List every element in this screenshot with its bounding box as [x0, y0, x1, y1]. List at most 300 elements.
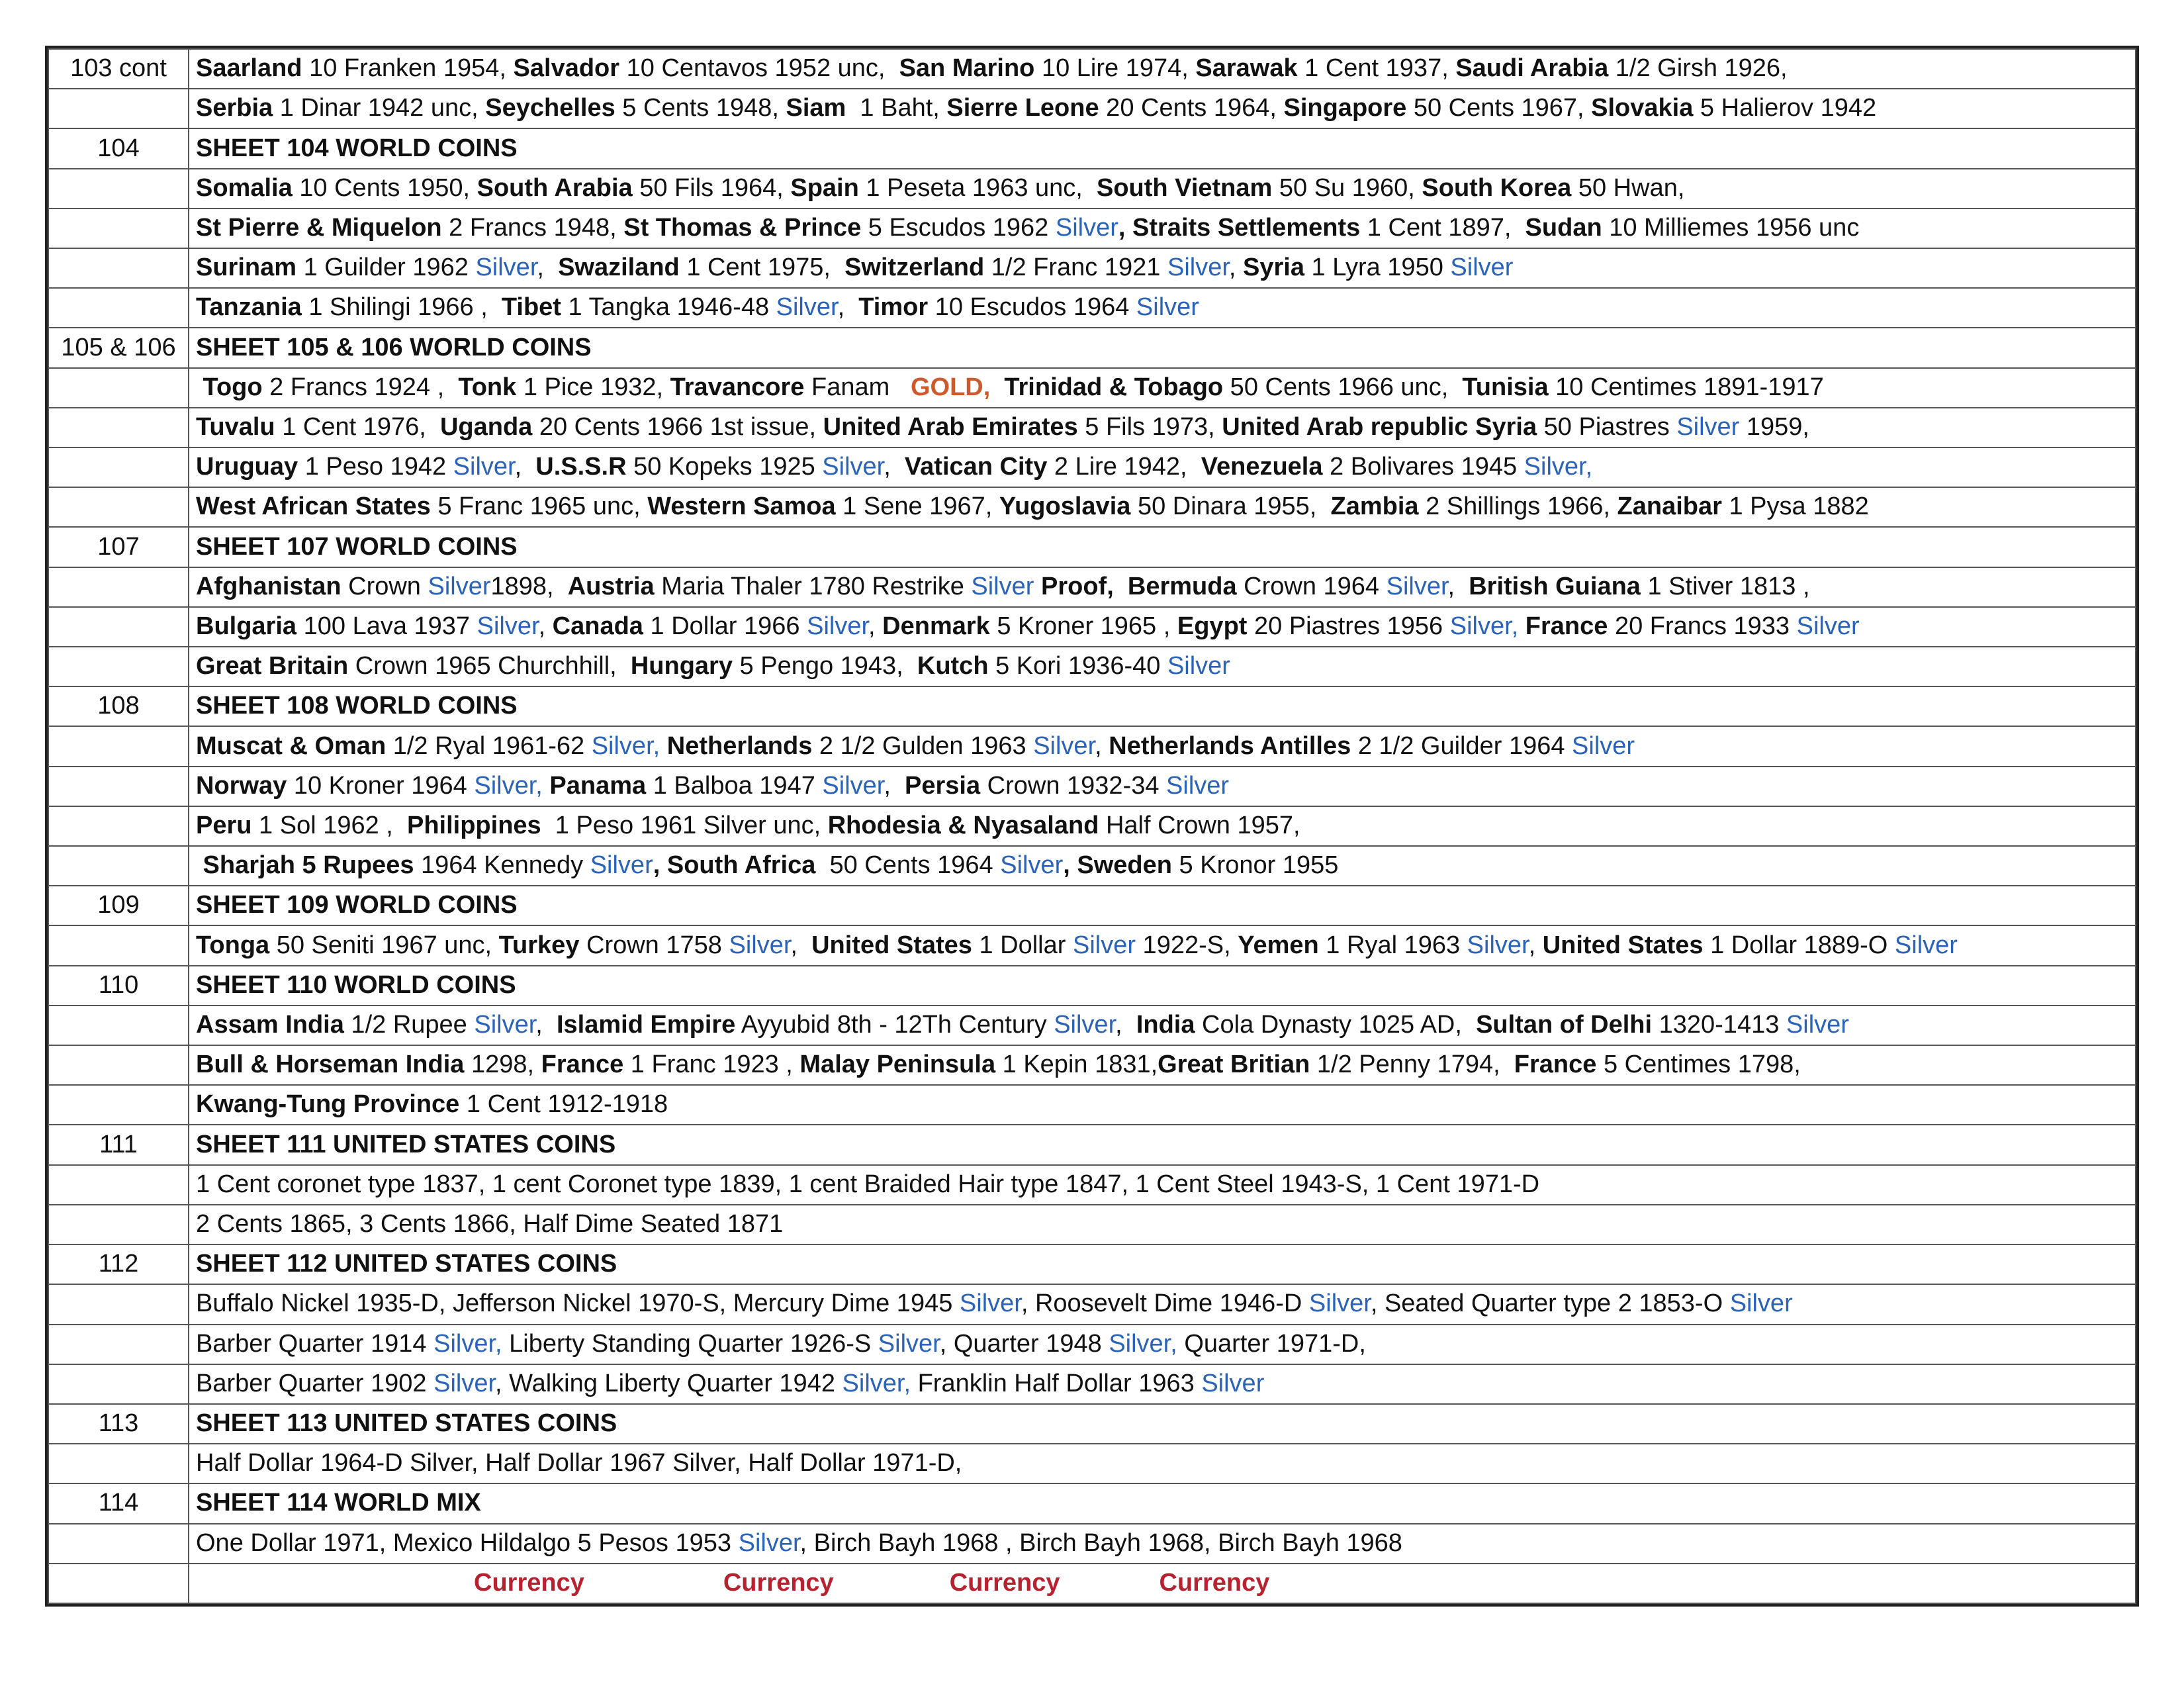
description-text: 50 Fils 1964, [632, 173, 791, 202]
coin-listing-table [48, 48, 2136, 1604]
description-text: Liberty Standing Quarter 1926-S [502, 1329, 878, 1358]
listing-row [48, 846, 2136, 886]
description-text: 2 Francs 1924 , [262, 373, 459, 401]
description-text: , [1115, 1011, 1136, 1039]
description-text: 50 Cents 1966 unc, [1223, 373, 1463, 401]
sheet-title: SHEET 107 WORLD COINS [189, 527, 2136, 567]
country-name: , [1118, 213, 1133, 242]
sheet-number-cell [48, 248, 189, 288]
silver-label: Silver [1167, 652, 1230, 680]
description-text: 2 1/2 Gulden 1963 [812, 731, 1034, 760]
description-text: , Quarter 1948 [939, 1329, 1109, 1358]
sheet-header-row [48, 128, 2136, 168]
country-name: Assam India [196, 1011, 344, 1039]
sheet-number-cell: 111 [48, 1125, 189, 1164]
silver-label: Silver, [591, 731, 660, 760]
listing-row [48, 1444, 2136, 1483]
description-text: , [1228, 254, 1244, 282]
description-text: 5 Escudos 1962 [861, 213, 1056, 242]
sheet-header-row [48, 1244, 2136, 1284]
sheet-title: SHEET 114 WORLD MIX [189, 1483, 2136, 1523]
coin-description [189, 248, 2136, 288]
description-text: , Seated Quarter type 2 1853-O [1370, 1289, 1730, 1318]
description-text: 5 Franc 1965 unc, [430, 492, 648, 521]
coin-description [189, 447, 2136, 487]
country-name: Great Britian [1158, 1051, 1310, 1079]
country-name: Togo [196, 373, 263, 401]
country-name: Proof, [1034, 572, 1114, 600]
description-text: , [538, 612, 553, 640]
sheet-header-row [48, 1483, 2136, 1523]
silver-label: Silver [1033, 731, 1095, 760]
description-text: 5 Centimes 1798, [1596, 1051, 1801, 1079]
description-text: 10 Escudos 1964 [928, 293, 1136, 322]
silver-label: Silver [1729, 1289, 1793, 1318]
sheet-number-cell [48, 1284, 189, 1324]
sheet-number-cell: 104 [48, 128, 189, 168]
silver-label: Silver [1201, 1369, 1265, 1397]
description-text: 1/2 Girsh 1926, [1608, 54, 1788, 83]
country-name: Tuvalu [196, 412, 275, 441]
listing-row [48, 487, 2136, 527]
country-name: Saudi Arabia [1455, 54, 1609, 83]
listing-row [48, 89, 2136, 128]
coin-description [189, 209, 2136, 248]
sheet-number-cell [48, 1165, 189, 1205]
description-text: Crown 1965 Churchhill, [348, 652, 631, 680]
description-text: , [1447, 572, 1469, 600]
country-name: Tibet [501, 293, 561, 322]
listing-row [48, 248, 2136, 288]
listing-row [48, 1085, 2136, 1125]
coin-description [189, 1205, 2136, 1244]
silver-label: Silver [971, 572, 1034, 600]
description-text: Ayyubid 8th - 12Th Century [735, 1011, 1054, 1039]
country-name: Saarland [196, 54, 302, 83]
listing-row [48, 368, 2136, 408]
description-text: , [514, 453, 536, 481]
description-text: 1320-1413 [1652, 1011, 1786, 1039]
sheet-number-cell [48, 1364, 189, 1404]
country-name: Sweden [1077, 851, 1172, 880]
sheet-number-cell [48, 607, 189, 647]
sheet-title: SHEET 104 WORLD COINS [189, 128, 2136, 168]
description-text: 50 Dinara 1955, [1130, 492, 1331, 521]
country-name: Siam [786, 94, 846, 122]
sheet-number-cell: 114 [48, 1483, 189, 1523]
country-name: Persia [905, 771, 981, 800]
description-text: 1 Peso 1961 Silver unc, [541, 812, 828, 840]
silver-label: Silver [1676, 412, 1740, 441]
listing-row [48, 209, 2136, 248]
silver-label: Silver, [474, 771, 543, 800]
coin-description [189, 1006, 2136, 1045]
description-text: 20 Francs 1933 [1608, 612, 1797, 640]
description-text: , Roosevelt Dime 1946-D [1021, 1289, 1309, 1318]
description-text: 1/2 Penny 1794, [1310, 1051, 1514, 1079]
sheet-number-cell [48, 1205, 189, 1244]
country-name: Western Samoa [647, 492, 836, 521]
listing-row [48, 1524, 2136, 1564]
description-text: 50 Kopeks 1925 [626, 453, 823, 481]
country-name: Uganda [439, 412, 533, 441]
description-text: , Walking Liberty Quarter 1942 [495, 1369, 842, 1397]
listing-row [48, 925, 2136, 965]
coin-description [189, 1045, 2136, 1085]
listing-row [48, 288, 2136, 328]
country-name: Spain [790, 173, 859, 202]
silver-label: Silver [1166, 771, 1230, 800]
silver-label: Silver [433, 1369, 496, 1397]
sheet-number-cell: 109 [48, 886, 189, 925]
listing-row [48, 726, 2136, 766]
listing-row [48, 169, 2136, 209]
coin-description [189, 487, 2136, 527]
country-name: Hungary [630, 652, 733, 680]
coin-description [189, 1165, 2136, 1205]
description-text: 1 Peseta 1963 unc, [858, 173, 1097, 202]
description-text: 1 Dollar [972, 931, 1073, 959]
coin-description [189, 647, 2136, 686]
description-text: 50 Piastres [1537, 412, 1677, 441]
description-text: 50 Cents 1964 [815, 851, 1001, 880]
sheet-number-cell [48, 209, 189, 248]
description-text: 2 Bolivares 1945 [1322, 453, 1524, 481]
silver-label: Silver [807, 612, 869, 640]
country-name: Sultan of Delhi [1476, 1011, 1653, 1039]
description-text: 1 Stiver 1813 , [1640, 572, 1810, 600]
sheet-number-cell [48, 1564, 189, 1603]
description-text: Fanam [804, 373, 911, 401]
country-name: South Arabia [477, 173, 633, 202]
country-name: United States [811, 931, 972, 959]
description-text: 1 Pysa 1882 [1721, 492, 1869, 521]
gold-label: GOLD, [910, 373, 991, 401]
description-text: , Birch Bayh 1968 , Birch Bayh 1968, Birch Bayh 1968 [799, 1528, 1402, 1557]
description-text: , [884, 453, 905, 481]
sheet-title: SHEET 113 UNITED STATES COINS [189, 1404, 2136, 1444]
description-text: 1 Franc 1923 , [623, 1051, 800, 1079]
country-name: Norway [196, 771, 287, 800]
country-name: U.S.S.R [535, 453, 627, 481]
sheet-header-row [48, 1125, 2136, 1164]
sheet-number-cell: 105 & 106 [48, 328, 189, 367]
listing-row [48, 1364, 2136, 1404]
description-text: Crown 1758 [579, 931, 729, 959]
country-name: Tanzania [196, 293, 302, 322]
currency-label: Currency [474, 1568, 584, 1597]
country-name: South Korea [1422, 173, 1572, 202]
country-name: Zambia [1330, 492, 1419, 521]
currency-label: Currency [723, 1568, 834, 1597]
country-name: Timor [858, 293, 929, 322]
country-name: United Arab Emirates [823, 412, 1078, 441]
description-text: 1298, [464, 1051, 541, 1079]
silver-label: Silver, [1109, 1329, 1177, 1358]
coin-description [189, 169, 2136, 209]
currency-labels [189, 1564, 2136, 1603]
description-text: 2 1/2 Guilder 1964 [1351, 731, 1572, 760]
description-text: Crown 1932-34 [980, 771, 1167, 800]
country-name: Sarawak [1195, 54, 1298, 83]
description-text: 1 Shilingi 1966 , [301, 293, 502, 322]
country-name: Egypt [1177, 612, 1248, 640]
sheet-number-cell [48, 647, 189, 686]
country-name: South Africa [666, 851, 816, 880]
description-text: 1898, [490, 572, 568, 600]
silver-label: Silver [959, 1289, 1021, 1318]
description-text: Barber Quarter 1914 [196, 1329, 434, 1358]
country-name: San Marino [899, 54, 1035, 83]
sheet-number-cell [48, 1524, 189, 1564]
listing-row [48, 1284, 2136, 1324]
description-text: Crown [341, 572, 428, 600]
description-text: 2 Lire 1942, [1047, 453, 1201, 481]
description-text: Half Crown 1957, [1099, 812, 1300, 840]
country-name: Serbia [196, 94, 273, 122]
description-text: Barber Quarter 1902 [196, 1369, 434, 1397]
country-name: Kwang-Tung Province [196, 1090, 460, 1119]
description-text: 1 Guilder 1962 [296, 254, 476, 282]
country-name: Syria [1243, 254, 1304, 282]
sheet-number-cell [48, 726, 189, 766]
description-text: 5 Kroner 1965 , [989, 612, 1177, 640]
sheet-number-cell [48, 408, 189, 447]
description-text: 1 Dollar 1889-O [1703, 931, 1895, 959]
country-name: Great Britain [196, 652, 349, 680]
silver-label: Silver [453, 453, 515, 481]
sheet-header-row [48, 328, 2136, 367]
description-text: 2 Shillings 1966, [1418, 492, 1617, 521]
coin-description [189, 925, 2136, 965]
country-name: British Guiana [1469, 572, 1641, 600]
description-text: 10 Cents 1950, [292, 173, 477, 202]
country-name: Canada [552, 612, 643, 640]
description-text: 10 Kroner 1964 [287, 771, 475, 800]
description-text: , [1095, 731, 1109, 760]
description-text: 20 Cents 1966 1st issue, [532, 412, 823, 441]
sheet-number-cell [48, 806, 189, 846]
currency-label: Currency [1159, 1568, 1270, 1597]
country-name: Islamid Empire [556, 1011, 736, 1039]
country-name: Sharjah 5 Rupees [196, 851, 414, 880]
sheet-number-cell [48, 1006, 189, 1045]
description-text: , [837, 293, 859, 322]
sheet-number-cell [48, 1444, 189, 1483]
sheet-number-cell [48, 89, 189, 128]
listing-row [48, 806, 2136, 846]
country-name: Malay Peninsula [799, 1051, 996, 1079]
description-text: 5 Pengo 1943, [732, 652, 917, 680]
coin-description [189, 1364, 2136, 1404]
country-name: , [653, 851, 667, 880]
description-text: 5 Cents 1948, [615, 94, 786, 122]
country-name: Sierre Leone [946, 94, 1099, 122]
coin-description [189, 1444, 2136, 1483]
description-text: 1 Cent 1937, [1297, 54, 1456, 83]
country-name: West African States [196, 492, 431, 521]
description-text: 1 Pice 1932, [516, 373, 670, 401]
country-name: Salvador [513, 54, 620, 83]
silver-label: Silver [878, 1329, 940, 1358]
listing-row [48, 1006, 2136, 1045]
coin-description [189, 806, 2136, 846]
listing-row [48, 447, 2136, 487]
description-text: 1 Sol 1962 , [251, 812, 407, 840]
description-text: 2 Francs 1948, [441, 213, 624, 242]
country-name: Tunisia [1462, 373, 1549, 401]
silver-label: Silver [1467, 931, 1529, 959]
sheet-number-cell [48, 1085, 189, 1125]
sheet-number-cell [48, 767, 189, 806]
silver-label: Silver, [433, 1329, 502, 1358]
sheet-number-cell: 113 [48, 1404, 189, 1444]
sheet-number-cell [48, 368, 189, 408]
silver-label: Silver, [1524, 453, 1593, 481]
country-name: Bermuda [1127, 572, 1237, 600]
country-name: Switzerland [844, 254, 985, 282]
description-text: 10 Centavos 1952 unc, [619, 54, 899, 83]
silver-label: Silver [776, 293, 838, 322]
coin-description [189, 1524, 2136, 1564]
description-text: 1 Balboa 1947 [646, 771, 823, 800]
description-text [543, 772, 550, 800]
description-text: 1 Lyra 1950 [1304, 254, 1451, 282]
coin-description [189, 1325, 2136, 1364]
country-name: South Vietnam [1096, 173, 1273, 202]
coin-description [189, 607, 2136, 647]
description-text: 100 Lava 1937 [296, 612, 477, 640]
country-name: Panama [549, 771, 647, 800]
sheet-title: SHEET 105 & 106 WORLD COINS [189, 328, 2136, 367]
description-text: 5 Kronor 1955 [1171, 851, 1339, 880]
description-text: 50 Seniti 1967 unc, [269, 931, 499, 959]
country-name: Muscat & Oman [196, 731, 387, 760]
currency-label: Currency [949, 1568, 1060, 1597]
description-text: 1922-S, [1136, 931, 1238, 959]
description-text: Half Dollar 1964-D Silver, Half Dollar 1967 Silver, Half Dollar 1971-D, [196, 1449, 962, 1477]
coin-listing-sheet [45, 46, 2139, 1607]
country-name: France [1525, 612, 1608, 640]
description-text: 1 Tangka 1946-48 [561, 293, 776, 322]
description-text: 1 Dollar 1966 [643, 612, 807, 640]
coin-description [189, 767, 2136, 806]
description-text: , [884, 771, 905, 800]
silver-label: Silver [1000, 851, 1064, 880]
description-text: , [537, 254, 559, 282]
sheet-number-cell [48, 1045, 189, 1085]
country-name: Swaziland [558, 254, 680, 282]
listing-row [48, 647, 2136, 686]
description-text: Maria Thaler 1780 Restrike [654, 572, 972, 600]
coin-description [189, 726, 2136, 766]
country-name: India [1136, 1011, 1195, 1039]
description-text: 10 Franken 1954, [302, 54, 514, 83]
coin-description [189, 49, 2136, 89]
country-name: Singapore [1283, 94, 1407, 122]
country-name: France [541, 1051, 624, 1079]
description-text: Franklin Half Dollar 1963 [911, 1369, 1202, 1397]
sheet-header-row [48, 886, 2136, 925]
silver-label: Silver [822, 453, 884, 481]
sheet-number-cell [48, 447, 189, 487]
listing-row [48, 49, 2136, 89]
sheet-number-cell: 107 [48, 527, 189, 567]
listing-row [48, 1045, 2136, 1085]
country-name: Straits Settlements [1132, 213, 1361, 242]
description-text: 2 Cents 1865, 3 Cents 1866, Half Dime Seated 1871 [196, 1210, 784, 1239]
description-text [660, 732, 667, 760]
description-text: 5 Fils 1973, [1077, 412, 1222, 441]
silver-label: Silver [738, 1528, 800, 1557]
country-name: Zanaibar [1617, 492, 1722, 521]
silver-label: Silver [1450, 254, 1514, 282]
coin-description [189, 288, 2136, 328]
sheet-title: SHEET 109 WORLD COINS [189, 886, 2136, 925]
description-text: 10 Milliemes 1956 unc [1602, 213, 1860, 242]
description-text: Cola Dynasty 1025 AD, [1195, 1011, 1477, 1039]
sheet-header-row [48, 686, 2136, 726]
sheet-header-row [48, 966, 2136, 1006]
country-name: United Arab republic Syria [1222, 412, 1537, 441]
country-name: Seychelles [485, 94, 615, 122]
description-text: , [1528, 931, 1543, 959]
description-text: One Dollar 1971, Mexico Hildalgo 5 Pesos 1953 [196, 1528, 739, 1557]
silver-label: Silver [1786, 1011, 1849, 1039]
sheet-title: SHEET 110 WORLD COINS [189, 966, 2136, 1006]
country-name: Slovakia [1591, 94, 1694, 122]
description-text: 1 Dinar 1942 unc, [273, 94, 486, 122]
coin-description [189, 368, 2136, 408]
sheet-title: SHEET 111 UNITED STATES COINS [189, 1125, 2136, 1164]
description-text: 20 Cents 1964, [1099, 94, 1284, 122]
country-name: Afghanistan [196, 572, 341, 600]
country-name: Netherlands Antilles [1109, 731, 1351, 760]
description-text [1518, 612, 1525, 640]
listing-row [48, 607, 2136, 647]
coin-description [189, 567, 2136, 607]
silver-label: Silver [1054, 1011, 1116, 1039]
sheet-number-cell [48, 925, 189, 965]
description-text: 1 Baht, [846, 94, 947, 122]
silver-label: Silver [590, 851, 653, 880]
description-text: 1 Cent 1976, [275, 412, 440, 441]
coin-description [189, 1085, 2136, 1125]
sheet-title: SHEET 108 WORLD COINS [189, 686, 2136, 726]
country-name: Somalia [196, 173, 293, 202]
silver-label: Silver [1072, 931, 1136, 959]
description-text: 1 Cent coronet type 1837, 1 cent Coronet type 1839, 1 cent Braided Hair type 1847, 1 Cent Steel 1943-S, 1 Cent 1971-D [196, 1170, 1540, 1198]
silver-label: Silver [1308, 1289, 1371, 1318]
description-text: 1 Ryal 1963 [1318, 931, 1467, 959]
country-name: United States [1542, 931, 1704, 959]
description-text [1114, 573, 1128, 600]
description-text: 1 Peso 1942 [298, 453, 453, 481]
description-text: 1 Cent 1912-1918 [459, 1090, 668, 1119]
coin-description [189, 1284, 2136, 1324]
country-name: Uruguay [196, 453, 298, 481]
country-name: St Pierre & Miquelon [196, 213, 442, 242]
country-name: , [1063, 851, 1077, 880]
description-text: Crown 1964 [1236, 572, 1387, 600]
silver-label: Silver [428, 572, 491, 600]
description-text: 50 Cents 1967, [1406, 94, 1592, 122]
description-text: 50 Hwan, [1571, 173, 1685, 202]
listing-row [48, 567, 2136, 607]
description-text: 1/2 Franc 1921 [984, 254, 1167, 282]
country-name: Turkey [498, 931, 580, 959]
description-text: 20 Piastres 1956 [1247, 612, 1450, 640]
